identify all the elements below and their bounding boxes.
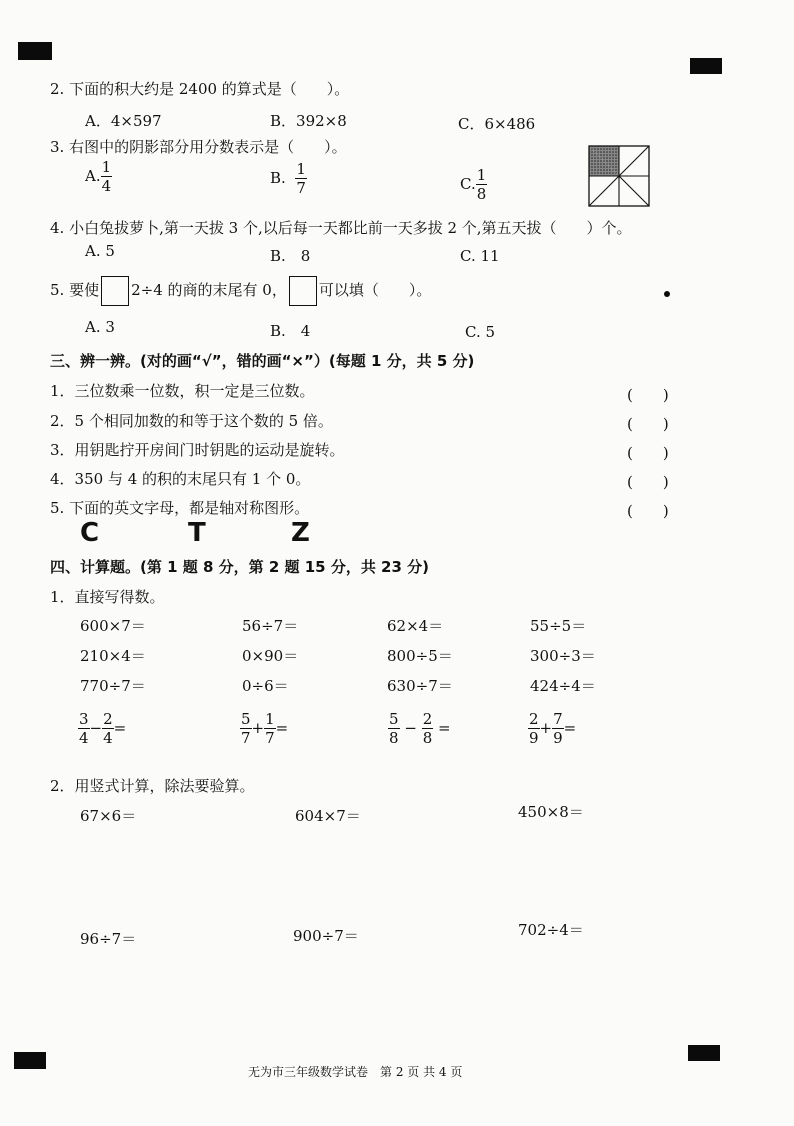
registration-mark-top-left	[18, 42, 52, 60]
question-5: 5. 要使 2÷4 的商的末尾有 0， 可以填（ ）。	[50, 276, 431, 306]
direct-calc: 424÷4＝	[530, 677, 596, 695]
question-number: 2.	[50, 80, 65, 98]
answer-parentheses: ( )	[627, 502, 669, 520]
fraction-calc: $\frac{5}{8}$ − $\frac{2}{8}$ =	[389, 710, 451, 747]
answer-parentheses: ( )	[627, 473, 669, 491]
answer-parentheses: ( )	[627, 386, 669, 404]
section-3-title: 三、辨一辨。(对的画“√”，错的画“×”）(每题 1 分，共 5 分)	[50, 352, 475, 370]
direct-calc: 600×7＝	[80, 617, 146, 635]
blank-box	[289, 276, 317, 306]
direct-calc: 800÷5＝	[387, 647, 453, 665]
fraction-calc: $\frac{5}{7}$ + $\frac{1}{7}$ =	[241, 710, 289, 747]
question-4	[50, 217, 632, 238]
vertical-calc: 67×6＝	[80, 807, 137, 825]
direct-calc: 300÷3＝	[530, 647, 596, 665]
shaded-square-figure	[588, 145, 650, 207]
answer-parentheses: ( )	[627, 415, 669, 433]
vertical-calc: 450×8＝	[518, 803, 584, 821]
question-2	[50, 78, 349, 99]
direct-calc: 210×4＝	[80, 647, 146, 665]
judge-item-4: 4．350 与 4 的积的末尾只有 1 个 0。	[50, 470, 311, 488]
direct-calc: 56÷7＝	[242, 617, 299, 635]
subquestion-1: 1．直接写得数。	[50, 588, 165, 606]
option-a: A. $\frac{1}{4}$	[85, 158, 112, 195]
question-text: 下面的积大约是 2400 的算式是（ ）。	[69, 80, 350, 98]
option-c: C. 5	[465, 323, 496, 341]
ink-dot	[664, 291, 670, 297]
direct-calc: 55÷5＝	[530, 617, 587, 635]
fraction-calc: $\frac{3}{4}$ − $\frac{2}{4}$ =	[79, 710, 127, 747]
option-b: B. $\frac{1}{7}$	[270, 160, 306, 197]
question-text: 小白兔拔萝卜,第一天拔 3 个,以后每一天都比前一天多拔 2 个,第五天拔（ ）个。	[69, 219, 632, 237]
registration-mark-bottom-left	[14, 1052, 46, 1069]
answer-parentheses: ( )	[627, 444, 669, 462]
judge-item-5: 5. 下面的英文字母，都是轴对称图形。	[50, 499, 310, 517]
option-c: C. 11	[460, 247, 500, 265]
option-a: A. 3	[85, 318, 115, 336]
question-3	[50, 136, 347, 157]
vertical-calc: 702÷4＝	[518, 921, 584, 939]
blank-box	[101, 276, 129, 306]
judge-item-1: 1．三位数乘一位数，积一定是三位数。	[50, 382, 315, 400]
option-b: B. 8	[270, 247, 311, 265]
fraction: $\frac{1}{7}$	[296, 160, 306, 197]
option-b: B．392×8	[270, 112, 347, 130]
subquestion-2: 2．用竖式计算，除法要验算。	[50, 777, 255, 795]
letter-t: T	[188, 518, 206, 548]
fraction-calc: $\frac{2}{9}$ + $\frac{7}{9}$ =	[529, 710, 577, 747]
option-b: B. 4	[270, 322, 311, 340]
letter-z: Z	[291, 518, 310, 548]
registration-mark-bottom-right	[688, 1045, 720, 1061]
letter-c: C	[80, 518, 100, 548]
registration-mark-top-right	[690, 58, 722, 74]
option-c: C．6×486	[458, 115, 536, 133]
question-number: 3.	[50, 138, 65, 156]
direct-calc: 0×90＝	[242, 647, 299, 665]
option-c: C. $\frac{1}{8}$	[460, 166, 487, 203]
direct-calc: 62×4＝	[387, 617, 444, 635]
judge-item-3: 3．用钥匙拧开房间门时钥匙的运动是旋转。	[50, 441, 345, 459]
option-a: A．4×597	[85, 112, 162, 130]
fraction: $\frac{1}{4}$	[101, 158, 112, 195]
vertical-calc: 604×7＝	[295, 807, 361, 825]
vertical-calc: 96÷7＝	[80, 930, 137, 948]
judge-item-2: 2．5 个相同加数的和等于这个数的 5 倍。	[50, 412, 333, 430]
section-4-title: 四、计算题。(第 1 题 8 分，第 2 题 15 分，共 23 分)	[50, 558, 429, 576]
page-footer: 无为市三年级数学试卷 第 2 页 共 4 页	[248, 1065, 463, 1079]
fraction: $\frac{1}{8}$	[476, 166, 487, 203]
direct-calc: 0÷6＝	[242, 677, 289, 695]
question-text: 右图中的阴影部分用分数表示是（ ）。	[69, 138, 347, 156]
direct-calc: 630÷7＝	[387, 677, 453, 695]
direct-calc: 770÷7＝	[80, 677, 146, 695]
question-number: 5.	[50, 281, 65, 299]
vertical-calc: 900÷7＝	[293, 927, 359, 945]
question-number: 4.	[50, 219, 65, 237]
option-a: A. 5	[85, 242, 115, 260]
